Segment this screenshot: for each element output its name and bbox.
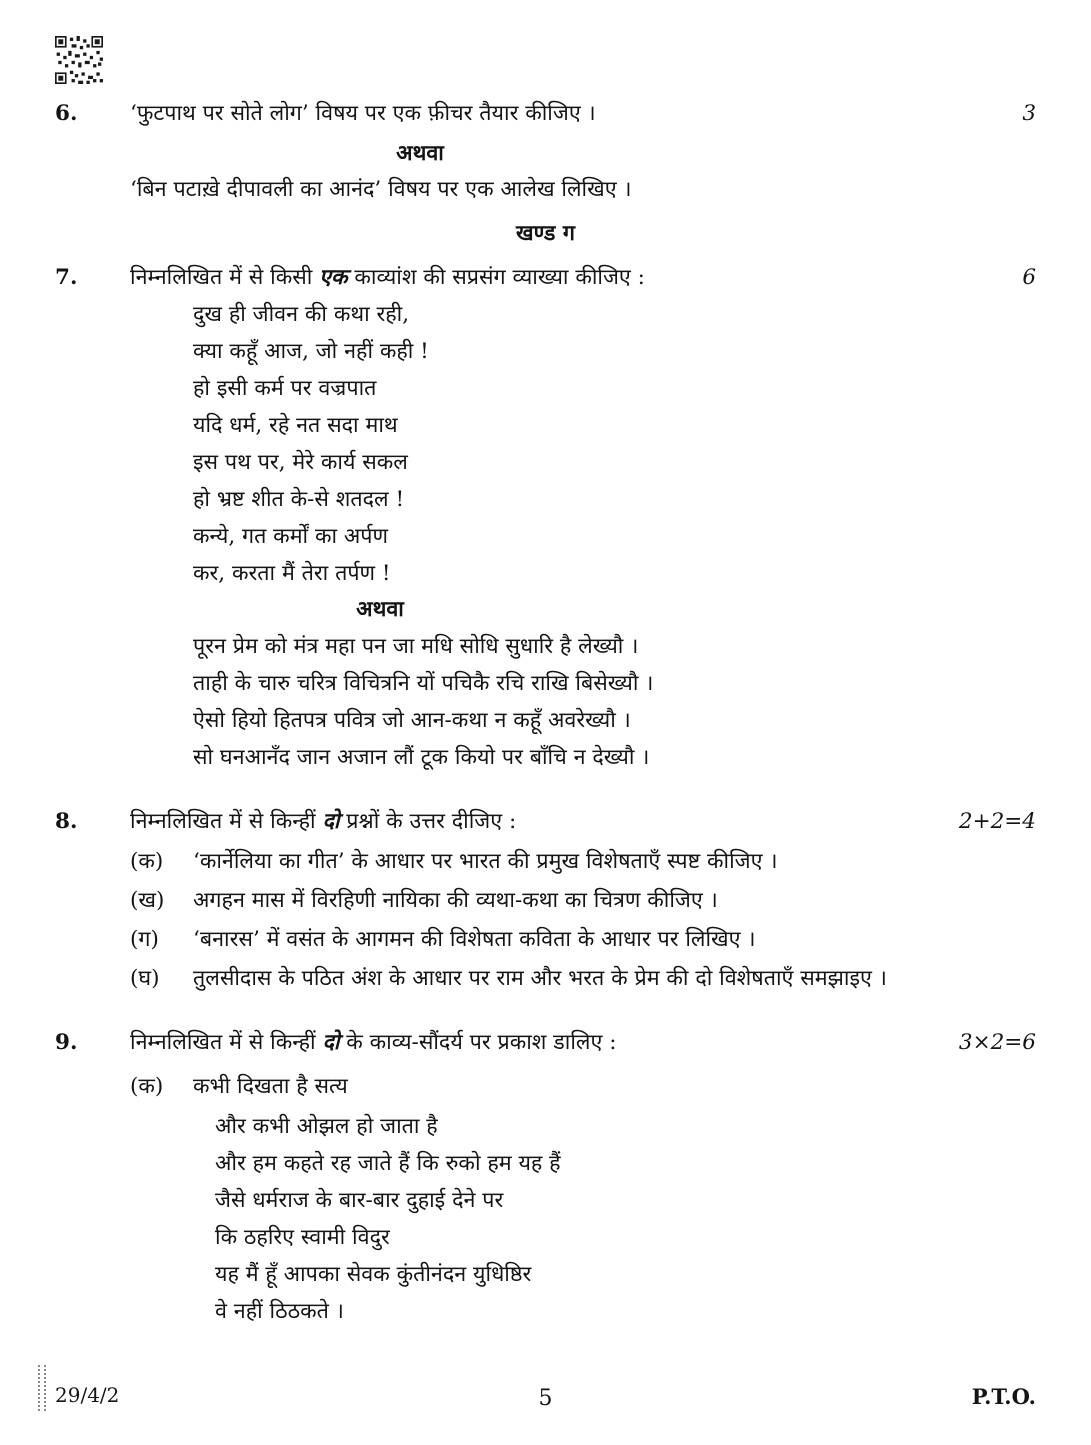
question-8-number: 8. bbox=[55, 809, 78, 834]
q9-item-ka-label: (क) bbox=[130, 1074, 164, 1099]
q8-item-kha-text: अगहन मास में विरहिणी नायिका की व्यथा-कथा का चित्रण कीजिए । bbox=[193, 888, 718, 913]
pto-label: P.T.O. bbox=[971, 1384, 1036, 1409]
question-8-marks: 2+2=4 bbox=[958, 809, 1036, 834]
q9-line: और हम कहते रह जाते हैं कि रुको हम यह हैं bbox=[215, 1151, 561, 1176]
question-7-marks: 6 bbox=[1022, 265, 1036, 290]
q9-text-pre: निम्नलिखित में से किन्हीं bbox=[130, 1030, 323, 1055]
q7-poem-2 bbox=[193, 628, 1036, 776]
q8-item-ka-text: ‘कार्नेलिया का गीत’ के आधार पर भारत की प्रमुख विशेषताएँ स्पष्ट कीजिए । bbox=[193, 849, 778, 874]
q9-item-ka bbox=[130, 1069, 1036, 1105]
q8-item-gha-text: तुलसीदास के पठित अंश के आधार पर राम और भरत के प्रेम की दो विशेषताएँ समझाइए । bbox=[193, 966, 887, 991]
q9-line: और कभी ओझल हो जाता है bbox=[215, 1114, 438, 1139]
question-9-text bbox=[130, 1025, 946, 1061]
question-9-marks: 3×2=6 bbox=[958, 1030, 1036, 1055]
question-6-text: ‘फुटपाथ पर सोते लोग’ विषय पर एक फ़ीचर तैयार कीजिए । bbox=[130, 101, 596, 126]
poem-line: यदि धर्म, रहे नत सदा माथ bbox=[193, 413, 398, 438]
qr-code bbox=[55, 36, 103, 84]
q7-text-post: काव्यांश की सप्रसंग व्याख्या कीजिए : bbox=[347, 265, 645, 290]
q8-item-ga-text: ‘बनारस’ में वसंत के आगमन की विशेषता कविता के आधार पर लिखिए । bbox=[193, 927, 756, 952]
q8-item-ka-label: (क) bbox=[130, 849, 164, 874]
q9-line: यह मैं हूँ आपका सेवक कुंतीनंदन युधिष्ठिर bbox=[215, 1262, 532, 1287]
question-7-text bbox=[130, 260, 946, 296]
poem-line: हो भ्रष्ट शीत के-से शतदल ! bbox=[193, 487, 405, 512]
q9-line: कि ठहरिए स्वामी विदुर bbox=[215, 1225, 390, 1250]
question-6-marks: 3 bbox=[1022, 101, 1036, 126]
question-7 bbox=[55, 260, 1036, 296]
q9-text-post: के काव्य-सौंदर्य पर प्रकाश डालिए : bbox=[339, 1030, 617, 1055]
section-title: खण्ड ग bbox=[516, 221, 575, 246]
question-7-number: 7. bbox=[55, 265, 78, 290]
poem-line: कर, करता मैं तेरा तर्पण ! bbox=[193, 561, 391, 586]
q7-poem-1 bbox=[193, 296, 1036, 592]
q7-text-emphasis: एक bbox=[319, 265, 348, 290]
q8-item-ga-label: (ग) bbox=[130, 927, 159, 952]
poem-line: क्या कहूँ आज, जो नहीं कही ! bbox=[193, 339, 429, 364]
q7-text-pre: निम्नलिखित में से किसी bbox=[130, 265, 320, 290]
question-8 bbox=[55, 804, 1036, 840]
paper-code: 29/4/2 bbox=[55, 1383, 120, 1407]
q8-item-gha bbox=[130, 961, 1036, 997]
q6-or-label: अथवा bbox=[396, 141, 444, 166]
question-6 bbox=[55, 96, 1036, 132]
poem-line: पूरन प्रेम को मंत्र महा पन जा मधि सोधि सुधारि है लेख्यौ । bbox=[193, 634, 639, 659]
q9-text-emphasis: दो bbox=[322, 1030, 340, 1055]
q8-item-ka bbox=[130, 844, 1036, 880]
poem-line: कन्ये, गत कर्मों का अर्पण bbox=[193, 524, 389, 549]
q8-item-gha-label: (घ) bbox=[130, 966, 160, 991]
page-number: 5 bbox=[538, 1386, 553, 1411]
q9-line: कभी दिखता है सत्य bbox=[193, 1074, 348, 1099]
q8-text-emphasis: दो bbox=[322, 809, 340, 834]
q9-line: वे नहीं ठिठकते । bbox=[215, 1299, 344, 1324]
question-8-text bbox=[130, 804, 946, 840]
q7-or-label: अथवा bbox=[356, 597, 404, 622]
poem-line: हो इसी कर्म पर वज्रपात bbox=[193, 376, 377, 401]
q8-text-pre: निम्नलिखित में से किन्हीं bbox=[130, 809, 323, 834]
question-9-number: 9. bbox=[55, 1030, 78, 1055]
poem-line: ताही के चारु चरित्र विचित्रनि यों पचिकै रचि राखि बिसेख्यौ । bbox=[193, 671, 654, 696]
page-footer bbox=[0, 1375, 1091, 1415]
q6-alt-text: ‘बिन पटाख़े दीपावली का आनंद’ विषय पर एक आलेख लिखिए । bbox=[130, 177, 632, 202]
poem-line: ऐसो हियो हितपत्र पवित्र जो आन-कथा न कहूँ अवरेख्यौ । bbox=[193, 708, 631, 733]
q8-text-post: प्रश्नों के उत्तर दीजिए : bbox=[339, 809, 517, 834]
poem-line: सो घनआनँद जान अजान लौं टूक कियो पर बाँचि न देख्यौ । bbox=[193, 745, 650, 770]
q8-item-ga bbox=[130, 922, 1036, 958]
q8-item-kha-label: (ख) bbox=[130, 888, 165, 913]
poem-line: इस पथ पर, मेरे कार्य सकल bbox=[193, 450, 408, 475]
q8-item-kha bbox=[130, 883, 1036, 919]
q9-line: जैसे धर्मराज के बार-बार दुहाई देने पर bbox=[215, 1188, 504, 1213]
question-6-number: 6. bbox=[55, 101, 78, 126]
poem-line: दुख ही जीवन की कथा रही, bbox=[193, 302, 410, 327]
question-9 bbox=[55, 1025, 1036, 1061]
